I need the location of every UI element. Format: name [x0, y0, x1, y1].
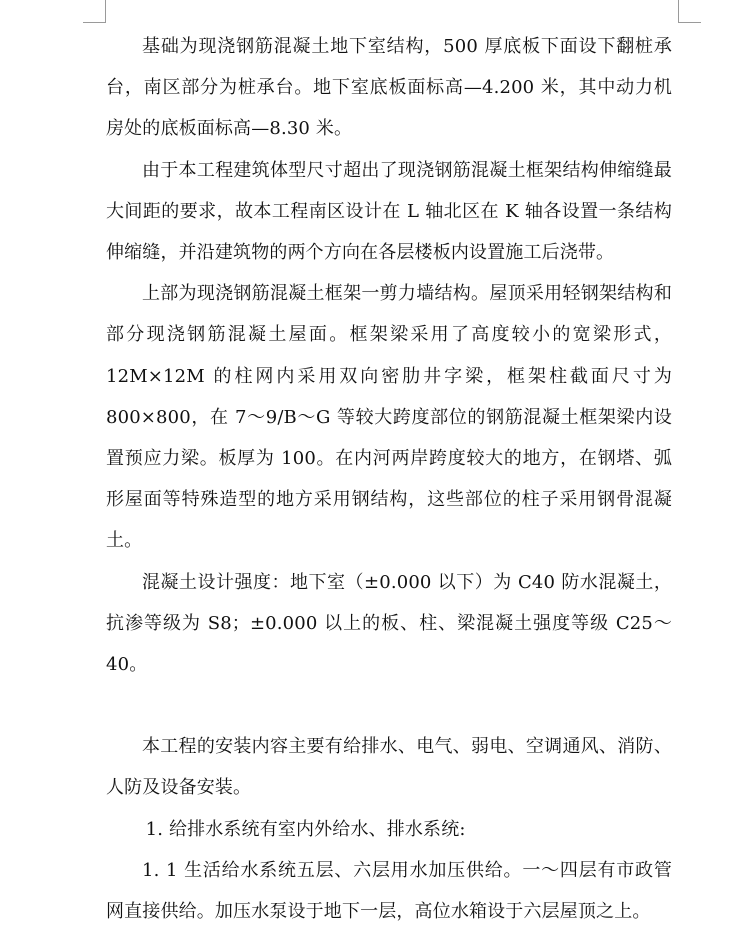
paragraph-expansion-joints: 由于本工程建筑体型尺寸超出了现浇钢筋混凝土框架结构伸缩缝最大间距的要求，故本工程南区设计在 L 轴北区在 K 轴各设置一条结构伸缩缝，并沿建筑物的两个方向在各层楼板内设置施工后浇带。 [106, 159, 672, 264]
list-item-water-supply-drainage: 1. 给排水系统有室内外给水、排水系统: [145, 818, 466, 840]
paragraph-superstructure: 上部为现浇钢筋混凝土框架一剪力墙结构。屋顶采用轻钢架结构和部分现浇钢筋混凝土屋面。框架梁采用了高度较小的宽梁形式，12M×12M 的柱网内采用双向密肋井字梁，框架柱截面尺寸为 800×800，在 7～9/B～G 等较大跨度部位的钢筋混凝土框架梁内设置预应力梁。板厚为 100。在内河两岸跨度较大的地方，在钢塔、弧形屋面等特殊造型的地方采用钢结构，这些部位的柱子采用钢骨混凝土。 [106, 283, 672, 552]
paragraph-concrete-strength: 混凝土设计强度：地下室（±0.000 以下）为 C40 防水混凝土，抗渗等级为 S8；±0.000 以上的板、柱、梁混凝土强度等级 C25～40。 [106, 571, 672, 676]
list-item-domestic-water-supply: 1. 1 生活给水系统五层、六层用水加压供给。一～四层有市政管网直接供给。加压水泵设于地下一层，高位水箱设于六层屋顶之上。 [106, 859, 672, 923]
paragraph-foundation: 基础为现浇钢筋混凝土地下室结构，500 厚底板下面设下翻桩承台，南区部分为桩承台。地下室底板面标高—4.200 米，其中动力机房处的底板面标高—8.30 米。 [106, 36, 672, 140]
document-body [106, 26, 672, 932]
right-crop-mark [678, 0, 701, 23]
left-crop-mark [83, 0, 106, 23]
paragraph-installation-scope: 本工程的安装内容主要有给排水、电气、弱电、空调通风、消防、人防及设备安装。 [106, 736, 672, 799]
